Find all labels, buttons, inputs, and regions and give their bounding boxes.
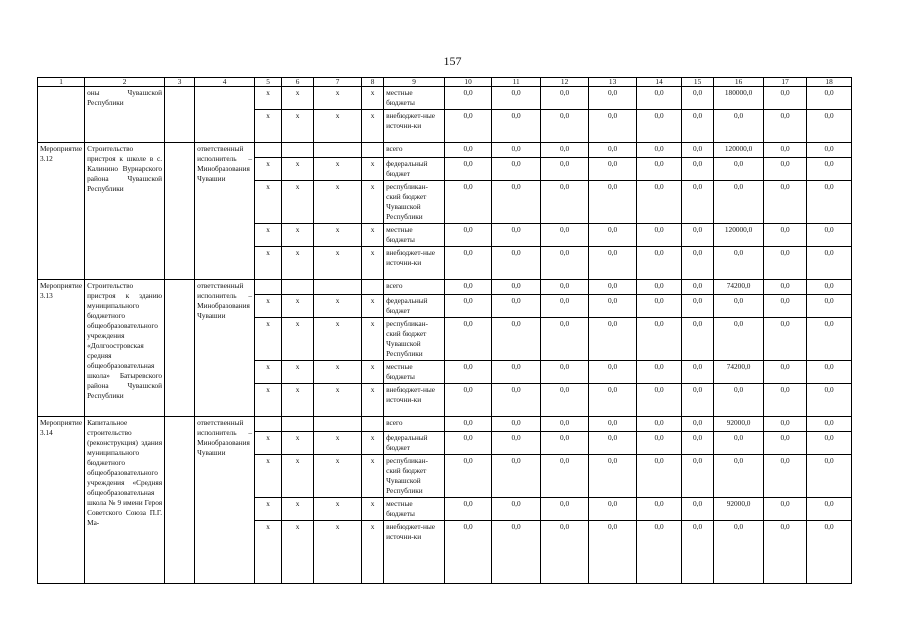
value-cell: 0,0 xyxy=(541,318,589,361)
code-cell xyxy=(282,143,314,158)
value-cell: 0,0 xyxy=(492,318,541,361)
code-cell: x xyxy=(362,318,384,361)
value-cell: 0,0 xyxy=(589,224,637,247)
column-number: 8 xyxy=(362,78,384,87)
column-number: 18 xyxy=(807,78,852,87)
executor-cell: ответственный исполнитель – Минобразования Чувашии xyxy=(195,280,255,417)
source-cell: республикан-ский бюджет Чувашской Республики xyxy=(384,181,445,224)
source-cell: федеральный бюджет xyxy=(384,158,445,181)
value-cell: 180000,0 xyxy=(714,87,764,110)
code-cell: x xyxy=(282,521,314,584)
code-cell: x xyxy=(282,361,314,384)
value-cell: 0,0 xyxy=(492,295,541,318)
value-cell: 0,0 xyxy=(492,181,541,224)
value-cell: 0,0 xyxy=(445,521,492,584)
blank-cell xyxy=(165,143,195,280)
value-cell: 0,0 xyxy=(764,498,807,521)
source-cell: всего xyxy=(384,417,445,432)
value-cell: 0,0 xyxy=(764,417,807,432)
value-cell: 0,0 xyxy=(445,224,492,247)
measure-name-cell: Капитальное строительство (реконструкция) здания муниципального бюджетного общеобразовательного учреждения «Средняя общеобразовательная школа № 9 имени Героя Советского Союза П.Г. Ма- xyxy=(85,417,165,584)
value-cell: 0,0 xyxy=(541,110,589,143)
value-cell: 0,0 xyxy=(541,498,589,521)
value-cell: 0,0 xyxy=(807,295,852,318)
value-cell: 0,0 xyxy=(764,224,807,247)
code-cell: x xyxy=(362,455,384,498)
value-cell: 0,0 xyxy=(445,110,492,143)
code-cell: x xyxy=(314,455,362,498)
code-cell: x xyxy=(362,158,384,181)
value-cell: 0,0 xyxy=(541,521,589,584)
column-number: 15 xyxy=(682,78,714,87)
value-cell: 0,0 xyxy=(764,181,807,224)
code-cell: x xyxy=(314,384,362,417)
page-number: 157 xyxy=(443,54,462,68)
measure-id-cell xyxy=(38,87,85,143)
value-cell: 0,0 xyxy=(682,295,714,318)
value-cell: 0,0 xyxy=(445,158,492,181)
source-cell: внебюджет-ные источни-ки xyxy=(384,247,445,280)
column-number: 3 xyxy=(165,78,195,87)
column-number: 9 xyxy=(384,78,445,87)
value-cell: 0,0 xyxy=(764,280,807,295)
code-cell xyxy=(255,417,282,432)
value-cell: 0,0 xyxy=(637,384,682,417)
value-cell: 0,0 xyxy=(682,280,714,295)
measure-name-cell: оны Чувашской Республики xyxy=(85,87,165,143)
value-cell: 0,0 xyxy=(764,455,807,498)
source-cell: федеральный бюджет xyxy=(384,295,445,318)
executor-cell xyxy=(195,87,255,143)
code-cell: x xyxy=(255,295,282,318)
value-cell: 0,0 xyxy=(714,432,764,455)
code-cell xyxy=(314,417,362,432)
source-cell: местные бюджеты xyxy=(384,224,445,247)
value-cell: 0,0 xyxy=(807,417,852,432)
value-cell: 0,0 xyxy=(589,417,637,432)
value-cell: 0,0 xyxy=(637,295,682,318)
code-cell: x xyxy=(255,224,282,247)
value-cell: 0,0 xyxy=(637,280,682,295)
value-cell: 0,0 xyxy=(714,318,764,361)
column-number: 11 xyxy=(492,78,541,87)
code-cell: x xyxy=(255,455,282,498)
code-cell: x xyxy=(255,521,282,584)
value-cell: 0,0 xyxy=(682,417,714,432)
value-cell: 0,0 xyxy=(541,455,589,498)
source-cell: республикан-ский бюджет Чувашской Республики xyxy=(384,455,445,498)
code-cell xyxy=(255,143,282,158)
value-cell: 0,0 xyxy=(445,295,492,318)
table-row xyxy=(38,87,852,110)
table-row xyxy=(38,143,852,158)
code-cell: x xyxy=(255,361,282,384)
value-cell: 0,0 xyxy=(492,384,541,417)
value-cell: 0,0 xyxy=(682,498,714,521)
value-cell: 0,0 xyxy=(492,87,541,110)
value-cell: 0,0 xyxy=(637,455,682,498)
value-cell: 0,0 xyxy=(492,224,541,247)
value-cell: 0,0 xyxy=(682,455,714,498)
code-cell: x xyxy=(255,181,282,224)
source-cell: внебюджет-ные источни-ки xyxy=(384,110,445,143)
value-cell: 0,0 xyxy=(492,432,541,455)
source-cell: местные бюджеты xyxy=(384,361,445,384)
value-cell: 0,0 xyxy=(714,455,764,498)
code-cell: x xyxy=(314,295,362,318)
source-cell: местные бюджеты xyxy=(384,87,445,110)
code-cell: x xyxy=(282,432,314,455)
code-cell: x xyxy=(255,247,282,280)
value-cell: 0,0 xyxy=(682,247,714,280)
code-cell: x xyxy=(362,498,384,521)
column-number: 14 xyxy=(637,78,682,87)
code-cell: x xyxy=(282,224,314,247)
value-cell: 0,0 xyxy=(541,143,589,158)
code-cell: x xyxy=(282,384,314,417)
value-cell: 0,0 xyxy=(589,455,637,498)
value-cell: 0,0 xyxy=(637,417,682,432)
column-number: 12 xyxy=(541,78,589,87)
code-cell: x xyxy=(314,110,362,143)
column-number: 5 xyxy=(255,78,282,87)
value-cell: 74200,0 xyxy=(714,361,764,384)
code-cell: x xyxy=(282,110,314,143)
column-number: 13 xyxy=(589,78,637,87)
value-cell: 0,0 xyxy=(637,318,682,361)
measure-id-cell: Мероприятие 3.12 xyxy=(38,143,85,280)
value-cell: 0,0 xyxy=(589,521,637,584)
value-cell: 0,0 xyxy=(807,110,852,143)
value-cell: 0,0 xyxy=(807,521,852,584)
table-row xyxy=(38,417,852,432)
value-cell: 0,0 xyxy=(541,280,589,295)
value-cell: 0,0 xyxy=(445,280,492,295)
value-cell: 0,0 xyxy=(445,318,492,361)
code-cell: x xyxy=(255,384,282,417)
column-number: 1 xyxy=(38,78,85,87)
value-cell: 0,0 xyxy=(589,280,637,295)
value-cell: 0,0 xyxy=(637,87,682,110)
code-cell: x xyxy=(314,247,362,280)
code-cell: x xyxy=(362,295,384,318)
value-cell: 0,0 xyxy=(682,224,714,247)
executor-cell: ответственный исполнитель – Минобразования Чувашии xyxy=(195,143,255,280)
value-cell: 0,0 xyxy=(682,87,714,110)
code-cell: x xyxy=(255,498,282,521)
measure-id-cell: Мероприятие 3.13 xyxy=(38,280,85,417)
code-cell xyxy=(362,280,384,295)
column-number: 6 xyxy=(282,78,314,87)
value-cell: 0,0 xyxy=(764,384,807,417)
code-cell: x xyxy=(314,432,362,455)
value-cell: 0,0 xyxy=(445,417,492,432)
code-cell: x xyxy=(362,87,384,110)
code-cell: x xyxy=(282,181,314,224)
column-number: 7 xyxy=(314,78,362,87)
code-cell: x xyxy=(314,521,362,584)
value-cell: 0,0 xyxy=(492,247,541,280)
source-cell: республикан-ский бюджет Чувашской Республики xyxy=(384,318,445,361)
value-cell: 0,0 xyxy=(807,361,852,384)
value-cell: 0,0 xyxy=(764,87,807,110)
source-cell: местные бюджеты xyxy=(384,498,445,521)
value-cell: 0,0 xyxy=(589,432,637,455)
code-cell: x xyxy=(314,224,362,247)
blank-cell xyxy=(165,417,195,584)
code-cell: x xyxy=(314,181,362,224)
value-cell: 0,0 xyxy=(541,224,589,247)
code-cell: x xyxy=(362,247,384,280)
value-cell: 92000,0 xyxy=(714,417,764,432)
measure-name-cell: Строительство пристроя к зданию муниципального бюджетного общеобразовательного учреждения «Долгоостровская средняя общеобразовательная школа» Батыревского района Чувашской Республики xyxy=(85,280,165,417)
value-cell: 0,0 xyxy=(445,181,492,224)
column-number-row xyxy=(38,78,852,87)
code-cell xyxy=(314,280,362,295)
source-cell: федеральный бюджет xyxy=(384,432,445,455)
value-cell: 74200,0 xyxy=(714,280,764,295)
value-cell: 0,0 xyxy=(589,498,637,521)
code-cell: x xyxy=(282,87,314,110)
code-cell: x xyxy=(362,384,384,417)
code-cell xyxy=(282,280,314,295)
value-cell: 0,0 xyxy=(589,143,637,158)
value-cell: 0,0 xyxy=(541,247,589,280)
value-cell: 0,0 xyxy=(492,521,541,584)
code-cell: x xyxy=(255,87,282,110)
value-cell: 120000,0 xyxy=(714,224,764,247)
column-number: 4 xyxy=(195,78,255,87)
code-cell: x xyxy=(255,432,282,455)
value-cell: 0,0 xyxy=(541,87,589,110)
code-cell xyxy=(282,417,314,432)
value-cell: 0,0 xyxy=(637,143,682,158)
value-cell: 0,0 xyxy=(541,158,589,181)
code-cell: x xyxy=(362,110,384,143)
value-cell: 0,0 xyxy=(764,361,807,384)
value-cell: 0,0 xyxy=(682,110,714,143)
value-cell: 0,0 xyxy=(637,110,682,143)
column-number: 2 xyxy=(85,78,165,87)
value-cell: 0,0 xyxy=(589,318,637,361)
code-cell: x xyxy=(362,224,384,247)
value-cell: 0,0 xyxy=(589,181,637,224)
value-cell: 0,0 xyxy=(589,361,637,384)
value-cell: 0,0 xyxy=(764,295,807,318)
blank-cell xyxy=(165,280,195,417)
value-cell: 0,0 xyxy=(764,432,807,455)
value-cell: 0,0 xyxy=(589,87,637,110)
value-cell: 0,0 xyxy=(541,417,589,432)
value-cell: 0,0 xyxy=(637,521,682,584)
value-cell: 0,0 xyxy=(589,158,637,181)
code-cell: x xyxy=(314,318,362,361)
code-cell: x xyxy=(282,158,314,181)
value-cell: 0,0 xyxy=(492,361,541,384)
value-cell: 0,0 xyxy=(682,143,714,158)
value-cell: 0,0 xyxy=(714,181,764,224)
value-cell: 0,0 xyxy=(807,181,852,224)
code-cell: x xyxy=(282,498,314,521)
blank-cell xyxy=(165,87,195,143)
value-cell: 0,0 xyxy=(492,143,541,158)
value-cell: 0,0 xyxy=(541,361,589,384)
code-cell: x xyxy=(362,361,384,384)
value-cell: 0,0 xyxy=(807,158,852,181)
code-cell: x xyxy=(255,158,282,181)
code-cell: x xyxy=(362,181,384,224)
value-cell: 0,0 xyxy=(764,247,807,280)
value-cell: 0,0 xyxy=(807,224,852,247)
value-cell: 0,0 xyxy=(637,158,682,181)
value-cell: 0,0 xyxy=(714,295,764,318)
code-cell: x xyxy=(282,295,314,318)
value-cell: 0,0 xyxy=(541,432,589,455)
value-cell: 0,0 xyxy=(807,432,852,455)
value-cell: 0,0 xyxy=(637,247,682,280)
value-cell: 0,0 xyxy=(807,384,852,417)
value-cell: 0,0 xyxy=(492,455,541,498)
value-cell: 0,0 xyxy=(682,158,714,181)
executor-cell: ответственный исполнитель – Минобразования Чувашии xyxy=(195,417,255,584)
column-number: 10 xyxy=(445,78,492,87)
measure-id-cell: Мероприятие 3.14 xyxy=(38,417,85,584)
value-cell: 92000,0 xyxy=(714,498,764,521)
value-cell: 0,0 xyxy=(492,417,541,432)
column-number: 17 xyxy=(764,78,807,87)
code-cell: x xyxy=(255,110,282,143)
value-cell: 0,0 xyxy=(807,280,852,295)
value-cell: 0,0 xyxy=(807,318,852,361)
value-cell: 0,0 xyxy=(764,318,807,361)
code-cell xyxy=(314,143,362,158)
value-cell: 0,0 xyxy=(764,110,807,143)
value-cell: 0,0 xyxy=(589,110,637,143)
code-cell: x xyxy=(314,498,362,521)
source-cell: всего xyxy=(384,280,445,295)
value-cell: 0,0 xyxy=(445,432,492,455)
value-cell: 0,0 xyxy=(445,361,492,384)
value-cell: 0,0 xyxy=(445,143,492,158)
code-cell: x xyxy=(314,361,362,384)
code-cell xyxy=(362,417,384,432)
value-cell: 0,0 xyxy=(807,455,852,498)
code-cell: x xyxy=(282,318,314,361)
value-cell: 0,0 xyxy=(714,384,764,417)
value-cell: 0,0 xyxy=(682,318,714,361)
value-cell: 0,0 xyxy=(682,384,714,417)
source-cell: всего xyxy=(384,143,445,158)
value-cell: 0,0 xyxy=(589,247,637,280)
code-cell: x xyxy=(362,521,384,584)
code-cell xyxy=(255,280,282,295)
value-cell: 0,0 xyxy=(714,247,764,280)
value-cell: 0,0 xyxy=(492,110,541,143)
value-cell: 0,0 xyxy=(637,361,682,384)
value-cell: 120000,0 xyxy=(714,143,764,158)
value-cell: 0,0 xyxy=(714,158,764,181)
code-cell: x xyxy=(255,318,282,361)
value-cell: 0,0 xyxy=(541,295,589,318)
code-cell: x xyxy=(314,87,362,110)
measure-name-cell: Строительство пристроя к школе в с. Калинино Вурнарского района Чувашской Республики xyxy=(85,143,165,280)
value-cell: 0,0 xyxy=(682,361,714,384)
code-cell: x xyxy=(314,158,362,181)
code-cell: x xyxy=(282,455,314,498)
code-cell xyxy=(362,143,384,158)
value-cell: 0,0 xyxy=(492,498,541,521)
value-cell: 0,0 xyxy=(445,384,492,417)
value-cell: 0,0 xyxy=(714,110,764,143)
source-cell: внебюджет-ные источни-ки xyxy=(384,384,445,417)
value-cell: 0,0 xyxy=(764,143,807,158)
source-cell: внебюджет-ные источни-ки xyxy=(384,521,445,584)
budget-table xyxy=(37,77,852,584)
value-cell: 0,0 xyxy=(682,432,714,455)
value-cell: 0,0 xyxy=(445,455,492,498)
code-cell: x xyxy=(362,432,384,455)
value-cell: 0,0 xyxy=(589,295,637,318)
value-cell: 0,0 xyxy=(682,521,714,584)
value-cell: 0,0 xyxy=(807,498,852,521)
code-cell: x xyxy=(282,247,314,280)
value-cell: 0,0 xyxy=(445,87,492,110)
value-cell: 0,0 xyxy=(541,384,589,417)
value-cell: 0,0 xyxy=(492,158,541,181)
value-cell: 0,0 xyxy=(714,521,764,584)
value-cell: 0,0 xyxy=(764,521,807,584)
value-cell: 0,0 xyxy=(589,384,637,417)
value-cell: 0,0 xyxy=(445,247,492,280)
value-cell: 0,0 xyxy=(807,143,852,158)
value-cell: 0,0 xyxy=(637,498,682,521)
column-number: 16 xyxy=(714,78,764,87)
value-cell: 0,0 xyxy=(637,181,682,224)
value-cell: 0,0 xyxy=(492,280,541,295)
value-cell: 0,0 xyxy=(637,224,682,247)
value-cell: 0,0 xyxy=(682,181,714,224)
value-cell: 0,0 xyxy=(637,432,682,455)
value-cell: 0,0 xyxy=(764,158,807,181)
table-row xyxy=(38,280,852,295)
value-cell: 0,0 xyxy=(445,498,492,521)
value-cell: 0,0 xyxy=(541,181,589,224)
value-cell: 0,0 xyxy=(807,247,852,280)
value-cell: 0,0 xyxy=(807,87,852,110)
